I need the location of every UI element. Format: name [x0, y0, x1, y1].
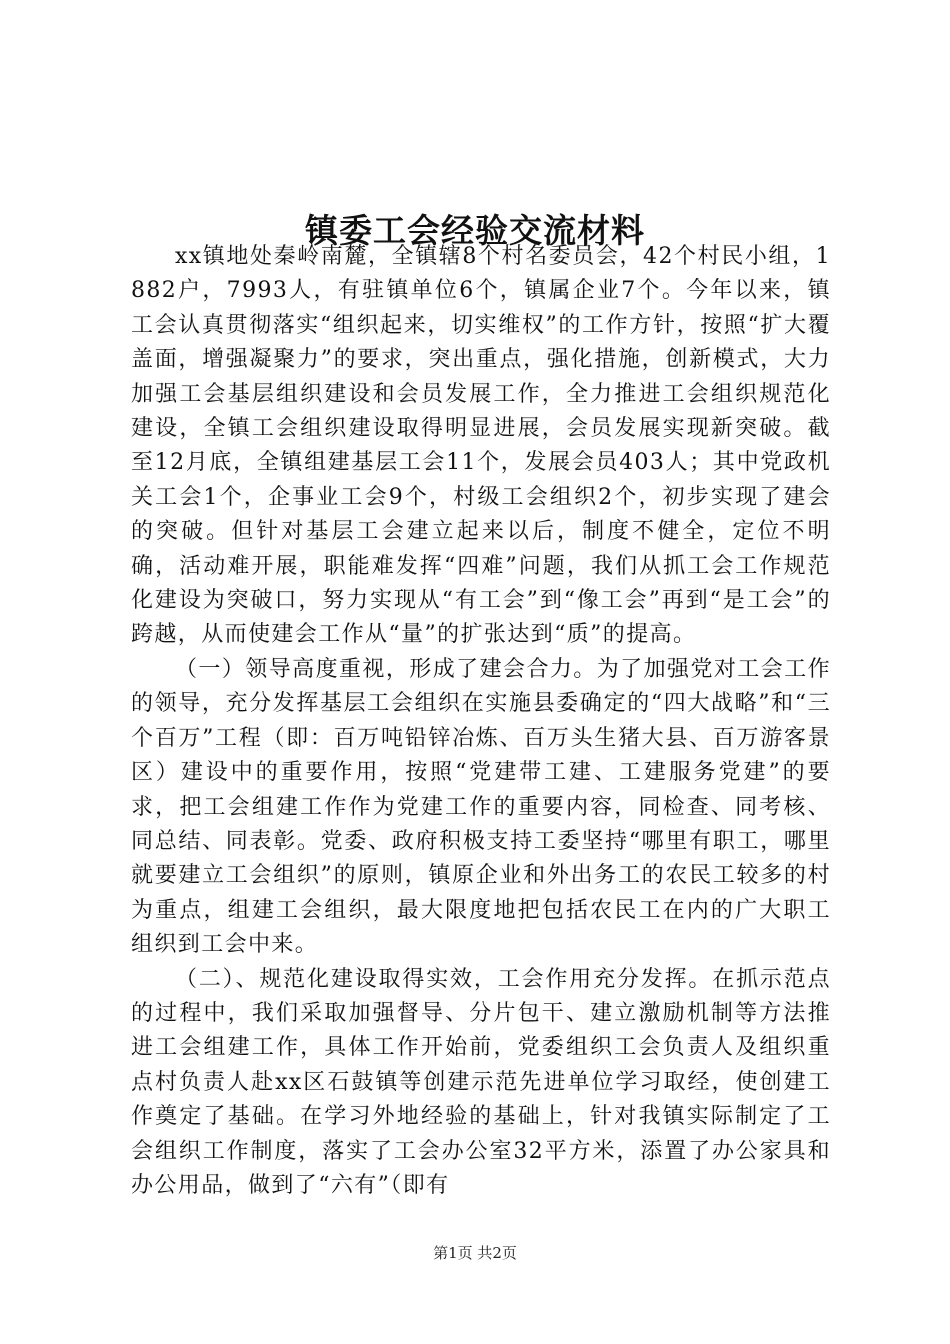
document-body — [131, 240, 831, 1203]
paragraph-section-2: （二）、规范化建设取得实效，工会作用充分发挥。在抓示范点的过程中，我们采取加强督导、分片包干、建立激励机制等方法推进工会组建工作，具体工作开始前，党委组织工会负责人及组织重点村负责人赴xx区石鼓镇等创建示范先进单位学习取经，使创建工作奠定了基础。在学习外地经验的基础上，针对我镇实际制定了工会组织工作制度，落实了工会办公室32平方米，添置了办公家具和办公用品，做到了“六有”（即有 — [131, 966, 831, 1198]
page-footer: 第1页 共2页 — [433, 1244, 517, 1262]
paragraph-intro: xx镇地处秦岭南麓，全镇辖8个村名委员会，42个村民小组，1882户，7993人，有驻镇单位6个，镇属企业7个。今年以来，镇工会认真贯彻落实“组织起来，切实维权”的工作方针，按照“扩大覆盖面，增强凝聚力”的要求，突出重点，强化措施，创新模式，大力加强工会基层组织建设和会员发展工作，全力推进工会组织规范化建设，全镇工会组织建设取得明显进展，会员发展实现新突破。截至12月底，全镇组建基层工会11个，发展会员403人；其中党政机关工会1个，企事业工会9个，村级工会组织2个，初步实现了建会的突破。但针对基层工会建立起来以后，制度不健全，定位不明确，活动难开展，职能难发挥“四难”问题，我们从抓工会工作规范化建设为突破口，努力实现从“有工会”到“像工会”再到“是工会”的跨越，从而使建会工作从“量”的扩张达到“质”的提高。 — [131, 244, 831, 648]
paragraph-section-1: （一）领导高度重视，形成了建会合力。为了加强党对工会工作的领导，充分发挥基层工会组织在实施县委确定的“四大战略”和“三个百万”工程（即：百万吨铅锌冶炼、百万头生猪大县、百万游客景区）建设中的重要作用，按照“党建带工建、工建服务党建”的要求，把工会组建工作作为党建工作的重要内容，同检查、同考核、同总结、同表彰。党委、政府积极支持工委坚持“哪里有职工，哪里就要建立工会组织”的原则，镇原企业和外出务工的农民工较多的村为重点，组建工会组织，最大限度地把包括农民工在内的广大职工组织到工会中来。 — [131, 656, 831, 958]
document-title: 镇委工会经验交流材料 — [305, 211, 645, 251]
